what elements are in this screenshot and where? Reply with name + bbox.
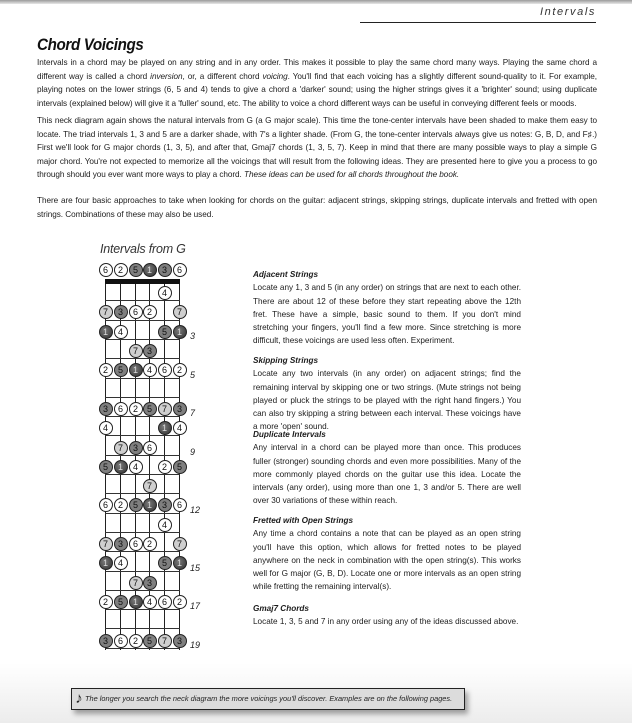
interval-dot: 3 xyxy=(129,441,143,455)
interval-dot: 2 xyxy=(114,498,128,512)
interval-dot: 3 xyxy=(158,263,172,277)
fret-line xyxy=(105,609,180,610)
text: . You'll find that each voicing has a slightly different sound-quality to it. For example, playing notes on the lower strings (6, 5 and 4) tends to give a chord a 'darker' sound; using the higher strings gives it a 'brighter' sound; using duplicate intervals (explained below) will give it a 'fuller' sound, etc. The ability to voice a chord different ways can be useful in conveying different feels or moods. xyxy=(37,71,597,108)
interval-dot: 7 xyxy=(173,305,187,319)
interval-dot: 1 xyxy=(99,556,113,570)
interval-dot: 4 xyxy=(173,421,187,435)
section-heading: Adjacent Strings xyxy=(253,270,319,279)
interval-dot: 3 xyxy=(114,305,128,319)
interval-dot: 4 xyxy=(143,595,157,609)
interval-dot: 5 xyxy=(129,263,143,277)
fret-line xyxy=(105,416,180,417)
interval-dot: 6 xyxy=(129,305,143,319)
interval-dot: 4 xyxy=(114,556,128,570)
section-body: Any time a chord contains a note that can be played as an open string you'll have this option, which allows for fretted notes to be played anywhere on the neck in combination with the open string(s). This works well for G major (G, B, D). Locate one or more intervals as an open string while fretting the remaining interval(s). xyxy=(253,529,521,592)
interval-dot: 7 xyxy=(114,441,128,455)
interval-dot: 6 xyxy=(173,498,187,512)
interval-dot: 7 xyxy=(129,344,143,358)
interval-dot: 4 xyxy=(143,363,157,377)
interval-dot: 5 xyxy=(158,325,172,339)
interval-dot: 2 xyxy=(99,363,113,377)
interval-dot: 3 xyxy=(114,537,128,551)
section-heading: Skipping Strings xyxy=(253,356,319,365)
tip-box xyxy=(71,688,465,710)
interval-dot: 6 xyxy=(99,498,113,512)
text: Intervals in a chord may be played on any string and in any order. This makes it possible to play the same chord many ways. Playing the same chord a different way is called a chord xyxy=(37,58,597,81)
fret-line xyxy=(105,513,180,514)
section-fretted-open-strings xyxy=(253,514,521,594)
interval-dot: 5 xyxy=(158,556,172,570)
interval-dot: 3 xyxy=(99,634,113,648)
fret-line xyxy=(105,397,180,398)
interval-dot: 2 xyxy=(99,595,113,609)
section-body: Locate 1, 3, 5 and 7 in any order using any of the ideas discussed above. xyxy=(253,617,519,627)
interval-dot: 1 xyxy=(129,363,143,377)
fret-line xyxy=(105,300,180,301)
interval-dot: 7 xyxy=(173,537,187,551)
tip-text: The longer you search the neck diagram the more voicings you'll discover. Examples are on the following pages. xyxy=(85,694,453,703)
emphasis-text: These ideas can be used for all chords throughout the book. xyxy=(244,170,460,180)
interval-dot: 6 xyxy=(173,263,187,277)
interval-dot: 3 xyxy=(143,344,157,358)
interval-dot: 1 xyxy=(114,460,128,474)
running-head: Intervals xyxy=(360,6,596,23)
interval-dot: 2 xyxy=(143,305,157,319)
fret-number: 5 xyxy=(190,369,196,380)
interval-dot: 6 xyxy=(158,595,172,609)
fret-number: 19 xyxy=(190,640,201,651)
interval-dot: 3 xyxy=(143,576,157,590)
term-inversion: inversion xyxy=(150,71,183,81)
interval-dot: 2 xyxy=(173,363,187,377)
text: This neck diagram again shows the natural intervals from G (a G major scale). This time the tone-center intervals have been shaded to make them easy to locate. The triad intervals 1, 3 and 5 are a darker shade, with 7's a lighter shade. (From G, the tone-center intervals always give us notes: G, B, D, and F♯.) First we'll look for G major chords (1, 3, 5), and after that, Gmaj7 chords (1, 3, 5, 7). Keep in mind that there are many possible ways to play a simple G major chord. You're not expected to memorize all the voicings that will result from the following ideas. They are presented here to give you a process to go through should you ever want more ways to play a chord. xyxy=(37,116,597,180)
interval-dot: 4 xyxy=(129,460,143,474)
interval-dot: 3 xyxy=(173,634,187,648)
section-body: Locate any two intervals (in any order) on adjacent strings; find the remaining interval by skipping one or two strings. (Mute strings not being played or pluck the strings to be played with the right hand fingers.) You can also try skipping a string between each interval. These voicings have a more 'open' sound. xyxy=(253,369,521,432)
interval-dot: 3 xyxy=(173,402,187,416)
fret-number: 12 xyxy=(190,504,201,515)
fret-line xyxy=(105,320,180,321)
interval-dot: 5 xyxy=(99,460,113,474)
fret-line xyxy=(105,493,180,494)
section-gmaj7-chords xyxy=(253,602,521,629)
interval-dot: 1 xyxy=(158,421,172,435)
section-adjacent-strings xyxy=(253,268,521,348)
interval-dot: 1 xyxy=(173,556,187,570)
fret-number: 7 xyxy=(190,408,196,419)
music-note-icon: ♪ xyxy=(75,690,83,707)
interval-dot: 2 xyxy=(129,634,143,648)
fret-line xyxy=(105,378,180,379)
fret-line xyxy=(105,551,180,552)
interval-dot: 1 xyxy=(173,325,187,339)
interval-dot: 7 xyxy=(158,402,172,416)
interval-dot: 7 xyxy=(158,634,172,648)
interval-dot: 7 xyxy=(99,537,113,551)
fret-line xyxy=(105,590,180,591)
interval-dot: 5 xyxy=(173,460,187,474)
fret-line xyxy=(105,435,180,436)
fret-line xyxy=(105,628,180,629)
section-duplicate-intervals xyxy=(253,428,521,508)
interval-dot: 1 xyxy=(129,595,143,609)
interval-dot: 6 xyxy=(143,441,157,455)
fretboard-diagram xyxy=(94,260,224,651)
interval-dot: 3 xyxy=(99,402,113,416)
interval-dot: 2 xyxy=(143,537,157,551)
fret-line xyxy=(105,648,180,649)
section-heading: Duplicate Intervals xyxy=(253,430,326,439)
interval-dot: 7 xyxy=(99,305,113,319)
section-body: Any interval in a chord can be played more than once. This produces fuller (stronger) sounding chords and even more possibilities. Many of the more commonly played chords on the guitar use this idea. Locate the intervals (any order), using more than one 1, 3 and/or 5. There are well over 30 variations of these within reach. xyxy=(253,443,521,506)
interval-dot: 1 xyxy=(99,325,113,339)
fret-line xyxy=(105,532,180,533)
intro-paragraph xyxy=(37,56,597,110)
interval-dot: 6 xyxy=(114,402,128,416)
interval-dot: 2 xyxy=(114,263,128,277)
fret-line xyxy=(105,358,180,359)
text: , or, a different chord xyxy=(182,71,263,81)
fret-number: 17 xyxy=(190,601,201,612)
diagram-title: Intervals from G xyxy=(100,242,186,256)
interval-dot: 6 xyxy=(158,363,172,377)
interval-dot: 7 xyxy=(143,479,157,493)
interval-dot: 5 xyxy=(129,498,143,512)
fret-line xyxy=(105,474,180,475)
interval-dot: 4 xyxy=(158,518,172,532)
interval-dot: 3 xyxy=(158,498,172,512)
interval-dot: 5 xyxy=(143,634,157,648)
interval-dot: 6 xyxy=(114,634,128,648)
fret-line xyxy=(105,571,180,572)
fret-line xyxy=(105,339,180,340)
interval-dot: 5 xyxy=(143,402,157,416)
interval-dot: 4 xyxy=(158,286,172,300)
interval-dot: 5 xyxy=(114,363,128,377)
neck-diagram-paragraph xyxy=(37,114,597,182)
interval-dot: 2 xyxy=(129,402,143,416)
interval-dot: 2 xyxy=(173,595,187,609)
nut xyxy=(105,279,180,284)
interval-dot: 4 xyxy=(99,421,113,435)
term-voicing: voicing xyxy=(262,71,288,81)
interval-dot: 4 xyxy=(114,325,128,339)
page-top-edge xyxy=(0,0,632,4)
interval-dot: 1 xyxy=(143,263,157,277)
interval-dot: 6 xyxy=(129,537,143,551)
fret-line xyxy=(105,455,180,456)
interval-dot: 7 xyxy=(129,576,143,590)
section-heading: Fretted with Open Strings xyxy=(253,516,354,525)
interval-dot: 6 xyxy=(99,263,113,277)
fret-number: 9 xyxy=(190,447,196,458)
interval-dot: 1 xyxy=(143,498,157,512)
interval-dot: 5 xyxy=(114,595,128,609)
page-title: Chord Voicings xyxy=(37,36,144,54)
approaches-paragraph: There are four basic approaches to take when looking for chords on the guitar: adjacent strings, skipping strings, duplicate intervals and fretted with open strings. Combinations of these may also be used. xyxy=(37,196,597,219)
fret-number: 3 xyxy=(190,331,196,342)
interval-dot: 2 xyxy=(158,460,172,474)
section-skipping-strings xyxy=(253,354,521,434)
section-heading: Gmaj7 Chords xyxy=(253,604,309,613)
fret-number: 15 xyxy=(190,562,201,573)
section-body: Locate any 1, 3 and 5 (in any order) on strings that are next to each other. There are about 12 of these before they start repeating above the 12th fret. These have a simple, basic sound to them. If you don't mind stretching your fingers, you'll find a few more. Since stretching is more difficult, these voicings are used less often. Experiment. xyxy=(253,283,521,346)
